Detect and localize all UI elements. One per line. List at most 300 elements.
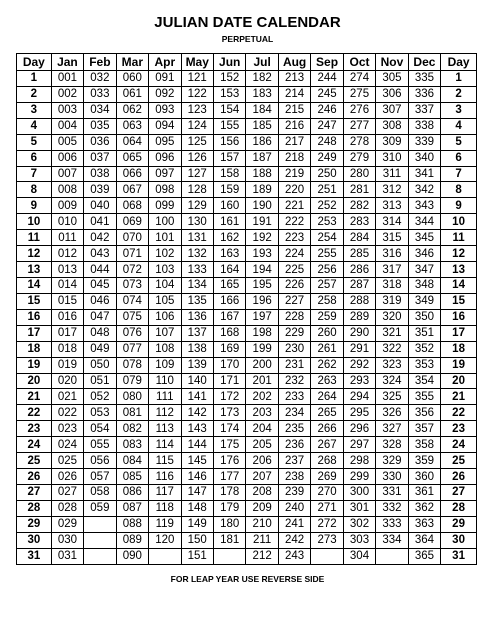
table-row	[17, 516, 477, 532]
julian-day-cell: 361	[408, 484, 440, 500]
julian-day-cell: 103	[149, 262, 181, 278]
julian-day-cell: 196	[246, 293, 278, 309]
day-number-cell: 31	[441, 548, 477, 564]
table-row	[17, 134, 477, 150]
julian-day-cell: 188	[246, 166, 278, 182]
day-number-cell: 26	[17, 469, 52, 485]
table-row	[17, 548, 477, 564]
julian-day-cell: 171	[213, 373, 245, 389]
julian-day-cell: 057	[84, 469, 116, 485]
julian-day-cell: 037	[84, 150, 116, 166]
julian-date-table	[16, 53, 477, 565]
julian-day-cell: 084	[116, 453, 148, 469]
day-number-cell: 28	[441, 500, 477, 516]
julian-day-cell: 331	[376, 484, 408, 500]
julian-day-cell: 244	[311, 71, 343, 87]
julian-day-cell: 128	[181, 182, 213, 198]
julian-day-cell: 033	[84, 86, 116, 102]
table-row	[17, 437, 477, 453]
julian-day-cell: 060	[116, 71, 148, 87]
julian-day-cell: 158	[213, 166, 245, 182]
column-header: Mar	[116, 54, 148, 71]
julian-day-cell: 201	[246, 373, 278, 389]
julian-day-cell: 032	[84, 71, 116, 87]
julian-day-cell: 276	[343, 102, 375, 118]
julian-day-cell: 218	[278, 150, 310, 166]
julian-day-cell: 190	[246, 198, 278, 214]
julian-day-cell: 210	[246, 516, 278, 532]
table-row	[17, 325, 477, 341]
julian-day-cell: 030	[51, 532, 83, 548]
table-row	[17, 71, 477, 87]
julian-day-cell: 160	[213, 198, 245, 214]
julian-day-cell: 303	[343, 532, 375, 548]
julian-day-cell: 226	[278, 277, 310, 293]
julian-day-cell: 328	[376, 437, 408, 453]
julian-day-cell: 292	[343, 357, 375, 373]
julian-day-cell: 182	[246, 71, 278, 87]
julian-day-cell: 076	[116, 325, 148, 341]
day-number-cell: 11	[17, 230, 52, 246]
julian-day-cell: 208	[246, 484, 278, 500]
julian-day-cell: 365	[408, 548, 440, 564]
julian-day-cell: 130	[181, 214, 213, 230]
julian-day-cell: 200	[246, 357, 278, 373]
julian-day-cell: 065	[116, 150, 148, 166]
julian-day-cell: 309	[376, 134, 408, 150]
julian-day-cell: 306	[376, 86, 408, 102]
table-row	[17, 102, 477, 118]
julian-day-cell: 016	[51, 309, 83, 325]
julian-day-cell: 068	[116, 198, 148, 214]
julian-day-cell: 133	[181, 262, 213, 278]
julian-day-cell: 044	[84, 262, 116, 278]
julian-day-cell: 058	[84, 484, 116, 500]
julian-day-cell: 260	[311, 325, 343, 341]
julian-day-cell: 216	[278, 118, 310, 134]
julian-day-cell: 066	[116, 166, 148, 182]
julian-day-cell: 351	[408, 325, 440, 341]
julian-day-cell: 296	[343, 421, 375, 437]
julian-day-cell: 167	[213, 309, 245, 325]
julian-day-cell: 283	[343, 214, 375, 230]
day-number-cell: 14	[17, 277, 52, 293]
day-number-cell: 29	[441, 516, 477, 532]
table-row	[17, 277, 477, 293]
julian-day-cell: 219	[278, 166, 310, 182]
julian-day-cell: 081	[116, 405, 148, 421]
julian-day-cell: 261	[311, 341, 343, 357]
julian-day-cell: 072	[116, 262, 148, 278]
julian-day-cell: 265	[311, 405, 343, 421]
julian-day-cell	[311, 548, 343, 564]
table-row	[17, 484, 477, 500]
table-row	[17, 421, 477, 437]
julian-day-cell: 269	[311, 469, 343, 485]
julian-day-cell: 097	[149, 166, 181, 182]
julian-day-cell: 078	[116, 357, 148, 373]
day-number-cell: 26	[441, 469, 477, 485]
julian-day-cell: 337	[408, 102, 440, 118]
julian-day-cell: 034	[84, 102, 116, 118]
day-number-cell: 8	[17, 182, 52, 198]
julian-day-cell: 106	[149, 309, 181, 325]
julian-day-cell: 288	[343, 293, 375, 309]
julian-day-cell: 209	[246, 500, 278, 516]
julian-day-cell: 055	[84, 437, 116, 453]
julian-day-cell: 005	[51, 134, 83, 150]
day-number-cell: 19	[17, 357, 52, 373]
julian-day-cell: 135	[181, 293, 213, 309]
julian-day-cell: 203	[246, 405, 278, 421]
julian-day-cell: 189	[246, 182, 278, 198]
julian-day-cell: 280	[343, 166, 375, 182]
julian-day-cell: 319	[376, 293, 408, 309]
julian-day-cell: 321	[376, 325, 408, 341]
julian-day-cell: 350	[408, 309, 440, 325]
julian-day-cell: 322	[376, 341, 408, 357]
julian-day-cell: 049	[84, 341, 116, 357]
julian-day-cell: 268	[311, 453, 343, 469]
julian-day-cell: 105	[149, 293, 181, 309]
julian-day-cell: 094	[149, 118, 181, 134]
julian-day-cell: 177	[213, 469, 245, 485]
julian-day-cell: 139	[181, 357, 213, 373]
julian-day-cell: 161	[213, 214, 245, 230]
julian-day-cell: 119	[149, 516, 181, 532]
julian-day-cell: 013	[51, 262, 83, 278]
julian-day-cell: 162	[213, 230, 245, 246]
day-number-cell: 23	[17, 421, 52, 437]
day-number-cell: 30	[17, 532, 52, 548]
julian-day-cell: 043	[84, 246, 116, 262]
julian-day-cell: 194	[246, 262, 278, 278]
julian-day-cell: 095	[149, 134, 181, 150]
day-number-cell: 11	[441, 230, 477, 246]
julian-day-cell: 109	[149, 357, 181, 373]
julian-day-cell: 359	[408, 453, 440, 469]
julian-day-cell: 051	[84, 373, 116, 389]
julian-day-cell: 019	[51, 357, 83, 373]
julian-day-cell: 091	[149, 71, 181, 87]
julian-day-cell: 080	[116, 389, 148, 405]
julian-day-cell: 014	[51, 277, 83, 293]
column-header: Sep	[311, 54, 343, 71]
julian-day-cell: 027	[51, 484, 83, 500]
julian-day-cell: 015	[51, 293, 83, 309]
day-number-cell: 30	[441, 532, 477, 548]
julian-day-cell: 090	[116, 548, 148, 564]
julian-day-cell: 100	[149, 214, 181, 230]
julian-day-cell: 181	[213, 532, 245, 548]
table-row	[17, 230, 477, 246]
julian-day-cell: 074	[116, 293, 148, 309]
julian-day-cell: 026	[51, 469, 83, 485]
day-number-cell: 21	[441, 389, 477, 405]
table-row	[17, 532, 477, 548]
julian-day-cell: 052	[84, 389, 116, 405]
julian-day-cell: 343	[408, 198, 440, 214]
day-number-cell: 27	[441, 484, 477, 500]
day-number-cell: 18	[441, 341, 477, 357]
julian-day-cell: 352	[408, 341, 440, 357]
table-row	[17, 246, 477, 262]
julian-day-cell: 237	[278, 453, 310, 469]
julian-day-cell	[84, 548, 116, 564]
julian-day-cell: 140	[181, 373, 213, 389]
julian-day-cell: 117	[149, 484, 181, 500]
column-header: May	[181, 54, 213, 71]
julian-day-cell: 304	[343, 548, 375, 564]
julian-day-cell: 239	[278, 484, 310, 500]
julian-day-cell: 246	[311, 102, 343, 118]
julian-day-cell: 093	[149, 102, 181, 118]
julian-day-cell: 353	[408, 357, 440, 373]
julian-day-cell: 342	[408, 182, 440, 198]
footer-note: FOR LEAP YEAR USE REVERSE SIDE	[170, 574, 325, 584]
day-number-cell: 8	[441, 182, 477, 198]
julian-day-cell: 142	[181, 405, 213, 421]
julian-day-cell: 155	[213, 118, 245, 134]
julian-day-cell: 311	[376, 166, 408, 182]
day-number-cell: 16	[17, 309, 52, 325]
julian-day-cell: 358	[408, 437, 440, 453]
julian-day-cell: 071	[116, 246, 148, 262]
julian-day-cell: 236	[278, 437, 310, 453]
julian-day-cell: 204	[246, 421, 278, 437]
julian-day-cell: 250	[311, 166, 343, 182]
day-number-cell: 7	[441, 166, 477, 182]
julian-day-cell	[213, 548, 245, 564]
julian-day-cell: 062	[116, 102, 148, 118]
julian-day-cell: 206	[246, 453, 278, 469]
julian-day-cell: 129	[181, 198, 213, 214]
julian-day-cell: 050	[84, 357, 116, 373]
day-number-cell: 10	[17, 214, 52, 230]
julian-day-cell: 159	[213, 182, 245, 198]
table-row	[17, 182, 477, 198]
julian-day-cell: 314	[376, 214, 408, 230]
table-header	[17, 54, 477, 71]
julian-day-cell: 046	[84, 293, 116, 309]
table-row	[17, 293, 477, 309]
julian-day-cell: 123	[181, 102, 213, 118]
julian-day-cell: 001	[51, 71, 83, 87]
julian-day-cell: 108	[149, 341, 181, 357]
julian-day-cell: 279	[343, 150, 375, 166]
julian-day-cell: 347	[408, 262, 440, 278]
julian-day-cell: 349	[408, 293, 440, 309]
table-row	[17, 341, 477, 357]
julian-day-cell: 197	[246, 309, 278, 325]
day-number-cell: 15	[17, 293, 52, 309]
julian-day-cell: 003	[51, 102, 83, 118]
julian-day-cell: 249	[311, 150, 343, 166]
julian-day-cell: 273	[311, 532, 343, 548]
julian-day-cell: 012	[51, 246, 83, 262]
julian-day-cell: 227	[278, 293, 310, 309]
julian-day-cell: 082	[116, 421, 148, 437]
julian-day-cell: 323	[376, 357, 408, 373]
julian-day-cell: 039	[84, 182, 116, 198]
julian-day-cell: 186	[246, 134, 278, 150]
julian-day-cell: 300	[343, 484, 375, 500]
column-header: Day	[441, 54, 477, 71]
table-row	[17, 150, 477, 166]
julian-day-cell: 156	[213, 134, 245, 150]
julian-day-cell: 154	[213, 102, 245, 118]
julian-day-cell: 070	[116, 230, 148, 246]
julian-day-cell: 002	[51, 86, 83, 102]
table-row	[17, 118, 477, 134]
julian-day-cell: 356	[408, 405, 440, 421]
julian-day-cell: 125	[181, 134, 213, 150]
day-number-cell: 28	[17, 500, 52, 516]
julian-day-cell: 141	[181, 389, 213, 405]
julian-day-cell: 315	[376, 230, 408, 246]
julian-day-cell: 063	[116, 118, 148, 134]
julian-day-cell: 282	[343, 198, 375, 214]
julian-day-cell: 251	[311, 182, 343, 198]
julian-day-cell: 214	[278, 86, 310, 102]
julian-day-cell: 355	[408, 389, 440, 405]
julian-day-cell: 248	[311, 134, 343, 150]
julian-day-cell: 272	[311, 516, 343, 532]
julian-day-cell: 253	[311, 214, 343, 230]
julian-day-cell: 115	[149, 453, 181, 469]
julian-day-cell: 096	[149, 150, 181, 166]
julian-day-cell: 327	[376, 421, 408, 437]
julian-day-cell: 231	[278, 357, 310, 373]
julian-day-cell: 242	[278, 532, 310, 548]
day-number-cell: 1	[17, 71, 52, 87]
day-number-cell: 20	[441, 373, 477, 389]
julian-day-cell: 256	[311, 262, 343, 278]
julian-day-cell: 267	[311, 437, 343, 453]
julian-day-cell: 085	[116, 469, 148, 485]
julian-day-cell: 213	[278, 71, 310, 87]
julian-day-cell: 285	[343, 246, 375, 262]
day-number-cell: 1	[441, 71, 477, 87]
julian-day-cell: 198	[246, 325, 278, 341]
table-row	[17, 469, 477, 485]
julian-day-cell: 326	[376, 405, 408, 421]
julian-day-cell: 008	[51, 182, 83, 198]
julian-day-cell: 118	[149, 500, 181, 516]
julian-day-cell: 221	[278, 198, 310, 214]
julian-day-cell: 294	[343, 389, 375, 405]
day-number-cell: 17	[17, 325, 52, 341]
column-header: Apr	[149, 54, 181, 71]
day-number-cell: 10	[441, 214, 477, 230]
julian-day-cell: 354	[408, 373, 440, 389]
day-number-cell: 13	[441, 262, 477, 278]
julian-day-cell: 230	[278, 341, 310, 357]
julian-day-cell: 098	[149, 182, 181, 198]
julian-day-cell: 325	[376, 389, 408, 405]
column-header: Jul	[246, 54, 278, 71]
page-title: JULIAN DATE CALENDAR	[154, 14, 341, 31]
julian-day-cell: 127	[181, 166, 213, 182]
julian-day-cell: 302	[343, 516, 375, 532]
column-header: Aug	[278, 54, 310, 71]
julian-day-cell: 038	[84, 166, 116, 182]
julian-day-cell	[84, 516, 116, 532]
julian-day-cell: 178	[213, 484, 245, 500]
julian-day-cell: 229	[278, 325, 310, 341]
julian-day-cell: 262	[311, 357, 343, 373]
day-number-cell: 9	[17, 198, 52, 214]
julian-day-cell: 217	[278, 134, 310, 150]
julian-day-cell: 138	[181, 341, 213, 357]
julian-day-cell: 336	[408, 86, 440, 102]
julian-day-cell: 330	[376, 469, 408, 485]
julian-day-cell: 083	[116, 437, 148, 453]
julian-day-cell: 137	[181, 325, 213, 341]
day-number-cell: 21	[17, 389, 52, 405]
julian-day-cell: 079	[116, 373, 148, 389]
julian-day-cell: 333	[376, 516, 408, 532]
julian-day-cell: 335	[408, 71, 440, 87]
julian-day-cell: 163	[213, 246, 245, 262]
julian-day-cell: 245	[311, 86, 343, 102]
julian-day-cell: 329	[376, 453, 408, 469]
julian-day-cell: 312	[376, 182, 408, 198]
julian-day-cell: 173	[213, 405, 245, 421]
julian-day-cell: 035	[84, 118, 116, 134]
julian-day-cell: 271	[311, 500, 343, 516]
day-number-cell: 27	[17, 484, 52, 500]
julian-day-cell: 215	[278, 102, 310, 118]
day-number-cell: 4	[441, 118, 477, 134]
julian-day-cell: 136	[181, 309, 213, 325]
julian-day-cell: 324	[376, 373, 408, 389]
julian-day-cell: 295	[343, 405, 375, 421]
julian-day-cell: 320	[376, 309, 408, 325]
table-row	[17, 357, 477, 373]
julian-day-cell: 170	[213, 357, 245, 373]
julian-day-cell: 112	[149, 405, 181, 421]
julian-day-cell: 122	[181, 86, 213, 102]
julian-day-cell: 031	[51, 548, 83, 564]
julian-day-cell: 307	[376, 102, 408, 118]
julian-day-cell: 028	[51, 500, 83, 516]
julian-day-cell: 357	[408, 421, 440, 437]
julian-day-cell: 172	[213, 389, 245, 405]
day-number-cell: 3	[441, 102, 477, 118]
julian-day-cell: 175	[213, 437, 245, 453]
julian-day-cell: 054	[84, 421, 116, 437]
julian-day-cell: 225	[278, 262, 310, 278]
table-body	[17, 71, 477, 565]
julian-day-cell: 275	[343, 86, 375, 102]
julian-day-cell: 020	[51, 373, 83, 389]
julian-day-cell: 088	[116, 516, 148, 532]
header-row	[17, 54, 477, 71]
julian-day-cell: 056	[84, 453, 116, 469]
table-row	[17, 389, 477, 405]
day-number-cell: 2	[441, 86, 477, 102]
julian-day-cell: 073	[116, 277, 148, 293]
julian-day-cell: 191	[246, 214, 278, 230]
julian-day-cell: 149	[181, 516, 213, 532]
julian-day-cell: 077	[116, 341, 148, 357]
julian-day-cell: 120	[149, 532, 181, 548]
julian-day-cell: 266	[311, 421, 343, 437]
day-number-cell: 25	[17, 453, 52, 469]
julian-day-cell: 241	[278, 516, 310, 532]
julian-day-cell: 147	[181, 484, 213, 500]
